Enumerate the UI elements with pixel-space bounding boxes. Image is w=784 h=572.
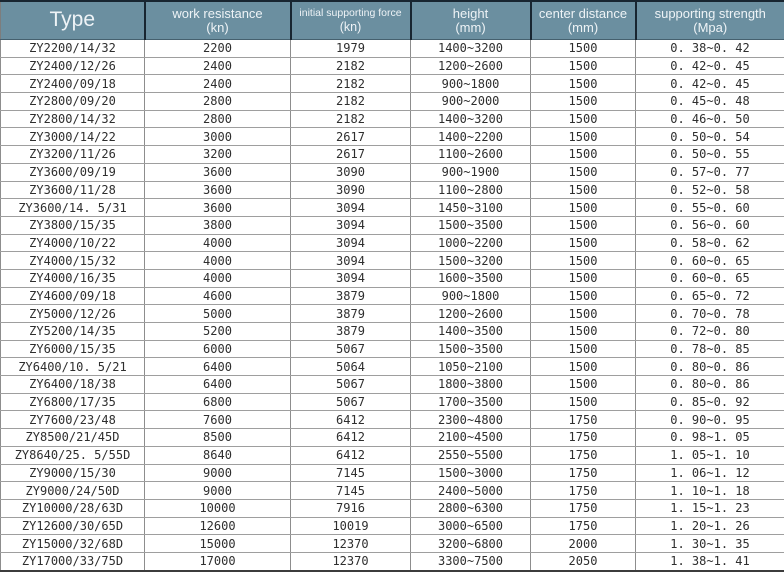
- height-cell: 1400~3500: [411, 323, 531, 341]
- supporting-strength-cell: 0. 42~0. 45: [636, 75, 784, 93]
- header-row: [1, 1, 784, 40]
- column-header-initial-supporting-force: [291, 1, 411, 40]
- type-cell: ZY2400/12/26: [1, 57, 145, 75]
- type-cell: ZY6800/17/35: [1, 393, 145, 411]
- type-cell: ZY9000/15/30: [1, 464, 145, 482]
- height-cell: 2800~6300: [411, 499, 531, 517]
- center-distance-cell: 1500: [531, 358, 636, 376]
- work-resistance-cell: 10000: [145, 499, 291, 517]
- height-cell: 900~1900: [411, 163, 531, 181]
- supporting-strength-cell: 0. 98~1. 05: [636, 429, 784, 447]
- work-resistance-cell: 6000: [145, 340, 291, 358]
- work-resistance-cell: 17000: [145, 552, 291, 571]
- type-cell: ZY4000/15/32: [1, 252, 145, 270]
- height-cell: 1500~3200: [411, 252, 531, 270]
- type-cell: ZY4600/09/18: [1, 287, 145, 305]
- table-row: [1, 411, 784, 429]
- table-row: [1, 199, 784, 217]
- supporting-strength-cell: 0. 46~0. 50: [636, 110, 784, 128]
- supporting-strength-cell: 0. 57~0. 77: [636, 163, 784, 181]
- type-cell: ZY10000/28/63D: [1, 499, 145, 517]
- table-row: [1, 146, 784, 164]
- work-resistance-cell: 2400: [145, 57, 291, 75]
- initial-supporting-force-cell: 3094: [291, 269, 411, 287]
- table-row: [1, 216, 784, 234]
- center-distance-cell: 1500: [531, 199, 636, 217]
- height-cell: 1050~2100: [411, 358, 531, 376]
- supporting-strength-cell: 0. 80~0. 86: [636, 376, 784, 394]
- supporting-strength-cell: 0. 85~0. 92: [636, 393, 784, 411]
- column-header-supporting-strength: [636, 1, 784, 40]
- height-cell: 1400~2200: [411, 128, 531, 146]
- table-row: [1, 181, 784, 199]
- initial-supporting-force-cell: 3094: [291, 252, 411, 270]
- center-distance-cell: 1750: [531, 517, 636, 535]
- height-cell: 1500~3500: [411, 216, 531, 234]
- center-distance-cell: 1500: [531, 181, 636, 199]
- column-header-work-resistance: [145, 1, 291, 40]
- work-resistance-cell: 3600: [145, 163, 291, 181]
- center-distance-cell: 1500: [531, 75, 636, 93]
- table-body: [1, 40, 784, 572]
- height-cell: 1600~3500: [411, 269, 531, 287]
- center-distance-cell: 1500: [531, 146, 636, 164]
- height-cell: 1400~3200: [411, 40, 531, 58]
- work-resistance-cell: 9000: [145, 464, 291, 482]
- type-cell: ZY9000/24/50D: [1, 482, 145, 500]
- height-cell: 3300~7500: [411, 552, 531, 571]
- supporting-strength-cell: 0. 80~0. 86: [636, 358, 784, 376]
- center-distance-cell: 1500: [531, 234, 636, 252]
- initial-supporting-force-cell: 2617: [291, 146, 411, 164]
- column-label: work resistance: [172, 5, 263, 21]
- table-row: [1, 323, 784, 341]
- height-cell: 1200~2600: [411, 305, 531, 323]
- supporting-strength-cell: 0. 70~0. 78: [636, 305, 784, 323]
- type-cell: ZY15000/32/68D: [1, 535, 145, 553]
- initial-supporting-force-cell: 3879: [291, 305, 411, 323]
- initial-supporting-force-cell: 7916: [291, 499, 411, 517]
- table-row: [1, 482, 784, 500]
- type-cell: ZY5200/14/35: [1, 323, 145, 341]
- table-row: [1, 252, 784, 270]
- table-row: [1, 287, 784, 305]
- center-distance-cell: 1750: [531, 464, 636, 482]
- work-resistance-cell: 7600: [145, 411, 291, 429]
- column-label: center distance: [538, 5, 628, 21]
- work-resistance-cell: 6400: [145, 358, 291, 376]
- type-cell: ZY8500/21/45D: [1, 429, 145, 447]
- work-resistance-cell: 6800: [145, 393, 291, 411]
- center-distance-cell: 1500: [531, 269, 636, 287]
- type-cell: ZY3800/15/35: [1, 216, 145, 234]
- supporting-strength-cell: 1. 38~1. 41: [636, 552, 784, 571]
- initial-supporting-force-cell: 5067: [291, 376, 411, 394]
- table-row: [1, 552, 784, 571]
- work-resistance-cell: 3800: [145, 216, 291, 234]
- work-resistance-cell: 12600: [145, 517, 291, 535]
- initial-supporting-force-cell: 7145: [291, 464, 411, 482]
- initial-supporting-force-cell: 3094: [291, 199, 411, 217]
- type-cell: ZY5000/12/26: [1, 305, 145, 323]
- type-cell: ZY8640/25. 5/55D: [1, 446, 145, 464]
- type-cell: ZY3600/14. 5/31: [1, 199, 145, 217]
- work-resistance-cell: 9000: [145, 482, 291, 500]
- table-row: [1, 499, 784, 517]
- center-distance-cell: 1750: [531, 499, 636, 517]
- supporting-strength-cell: 1. 06~1. 12: [636, 464, 784, 482]
- work-resistance-cell: 15000: [145, 535, 291, 553]
- initial-supporting-force-cell: 2182: [291, 57, 411, 75]
- type-cell: ZY3000/14/22: [1, 128, 145, 146]
- initial-supporting-force-cell: 3090: [291, 163, 411, 181]
- supporting-strength-cell: 0. 50~0. 55: [636, 146, 784, 164]
- work-resistance-cell: 6400: [145, 376, 291, 394]
- height-cell: 1100~2800: [411, 181, 531, 199]
- type-cell: ZY4000/10/22: [1, 234, 145, 252]
- column-header-type: [1, 1, 145, 40]
- initial-supporting-force-cell: 6412: [291, 411, 411, 429]
- center-distance-cell: 1500: [531, 93, 636, 111]
- center-distance-cell: 1500: [531, 323, 636, 341]
- initial-supporting-force-cell: 5064: [291, 358, 411, 376]
- supporting-strength-cell: 0. 58~0. 62: [636, 234, 784, 252]
- height-cell: 1200~2600: [411, 57, 531, 75]
- supporting-strength-cell: 0. 50~0. 54: [636, 128, 784, 146]
- height-cell: 3200~6800: [411, 535, 531, 553]
- type-cell: ZY17000/33/75D: [1, 552, 145, 571]
- center-distance-cell: 1750: [531, 411, 636, 429]
- column-unit: (Mpa): [693, 19, 728, 35]
- height-cell: 900~2000: [411, 93, 531, 111]
- work-resistance-cell: 3000: [145, 128, 291, 146]
- column-label: supporting strength: [654, 5, 766, 21]
- supporting-strength-cell: 0. 78~0. 85: [636, 340, 784, 358]
- center-distance-cell: 1500: [531, 40, 636, 58]
- column-header-center-distance: [531, 1, 636, 40]
- height-cell: 900~1800: [411, 287, 531, 305]
- table-row: [1, 269, 784, 287]
- type-cell: ZY3600/11/28: [1, 181, 145, 199]
- table-row: [1, 305, 784, 323]
- table-row: [1, 358, 784, 376]
- work-resistance-cell: 2800: [145, 110, 291, 128]
- initial-supporting-force-cell: 6412: [291, 446, 411, 464]
- type-cell: ZY6400/18/38: [1, 376, 145, 394]
- height-cell: 2100~4500: [411, 429, 531, 447]
- type-cell: ZY6000/15/35: [1, 340, 145, 358]
- type-cell: ZY6400/10. 5/21: [1, 358, 145, 376]
- table-row: [1, 464, 784, 482]
- supporting-strength-cell: 1. 10~1. 18: [636, 482, 784, 500]
- height-cell: 900~1800: [411, 75, 531, 93]
- supporting-strength-cell: 0. 56~0. 60: [636, 216, 784, 234]
- table-row: [1, 535, 784, 553]
- supporting-strength-cell: 0. 65~0. 72: [636, 287, 784, 305]
- work-resistance-cell: 3600: [145, 181, 291, 199]
- column-unit: (mm): [455, 19, 486, 35]
- table-row: [1, 128, 784, 146]
- column-label: Type: [49, 8, 96, 31]
- supporting-strength-cell: 0. 52~0. 58: [636, 181, 784, 199]
- initial-supporting-force-cell: 3879: [291, 323, 411, 341]
- height-cell: 1700~3500: [411, 393, 531, 411]
- height-cell: 1400~3200: [411, 110, 531, 128]
- type-cell: ZY12600/30/65D: [1, 517, 145, 535]
- work-resistance-cell: 2200: [145, 40, 291, 58]
- center-distance-cell: 1500: [531, 128, 636, 146]
- height-cell: 2400~5000: [411, 482, 531, 500]
- initial-supporting-force-cell: 2617: [291, 128, 411, 146]
- table-row: [1, 57, 784, 75]
- type-cell: ZY2200/14/32: [1, 40, 145, 58]
- center-distance-cell: 1500: [531, 163, 636, 181]
- type-cell: ZY2800/14/32: [1, 110, 145, 128]
- height-cell: 2550~5500: [411, 446, 531, 464]
- work-resistance-cell: 4000: [145, 252, 291, 270]
- center-distance-cell: 1500: [531, 340, 636, 358]
- column-label: height: [452, 5, 489, 21]
- work-resistance-cell: 8500: [145, 429, 291, 447]
- column-header-height: [411, 1, 531, 40]
- center-distance-cell: 2000: [531, 535, 636, 553]
- column-unit: (kn): [206, 19, 229, 35]
- type-cell: ZY2800/09/20: [1, 93, 145, 111]
- initial-supporting-force-cell: 7145: [291, 482, 411, 500]
- initial-supporting-force-cell: 2182: [291, 75, 411, 93]
- center-distance-cell: 1750: [531, 482, 636, 500]
- column-unit: (kn): [339, 19, 362, 34]
- height-cell: 1450~3100: [411, 199, 531, 217]
- center-distance-cell: 1750: [531, 429, 636, 447]
- column-unit: (mm): [567, 19, 599, 35]
- work-resistance-cell: 3600: [145, 199, 291, 217]
- center-distance-cell: 1500: [531, 393, 636, 411]
- center-distance-cell: 1500: [531, 287, 636, 305]
- initial-supporting-force-cell: 3094: [291, 234, 411, 252]
- table-row: [1, 393, 784, 411]
- center-distance-cell: 1500: [531, 252, 636, 270]
- height-cell: 1500~3500: [411, 340, 531, 358]
- supporting-strength-cell: 0. 45~0. 48: [636, 93, 784, 111]
- initial-supporting-force-cell: 3094: [291, 216, 411, 234]
- table-row: [1, 93, 784, 111]
- initial-supporting-force-cell: 12370: [291, 552, 411, 571]
- work-resistance-cell: 4000: [145, 234, 291, 252]
- type-cell: ZY3600/09/19: [1, 163, 145, 181]
- table-row: [1, 446, 784, 464]
- height-cell: 1000~2200: [411, 234, 531, 252]
- type-cell: ZY4000/16/35: [1, 269, 145, 287]
- center-distance-cell: 1500: [531, 110, 636, 128]
- supporting-strength-cell: 1. 15~1. 23: [636, 499, 784, 517]
- supporting-strength-cell: 1. 20~1. 26: [636, 517, 784, 535]
- supporting-strength-cell: 0. 72~0. 80: [636, 323, 784, 341]
- initial-supporting-force-cell: 2182: [291, 93, 411, 111]
- type-cell: ZY2400/09/18: [1, 75, 145, 93]
- height-cell: 3000~6500: [411, 517, 531, 535]
- center-distance-cell: 2050: [531, 552, 636, 571]
- supporting-strength-cell: 1. 05~1. 10: [636, 446, 784, 464]
- work-resistance-cell: 5200: [145, 323, 291, 341]
- work-resistance-cell: 4600: [145, 287, 291, 305]
- center-distance-cell: 1750: [531, 446, 636, 464]
- work-resistance-cell: 5000: [145, 305, 291, 323]
- work-resistance-cell: 4000: [145, 269, 291, 287]
- table-row: [1, 110, 784, 128]
- work-resistance-cell: 2400: [145, 75, 291, 93]
- work-resistance-cell: 3200: [145, 146, 291, 164]
- type-cell: ZY3200/11/26: [1, 146, 145, 164]
- table-row: [1, 376, 784, 394]
- column-label: initial supporting force: [299, 6, 402, 19]
- table-row: [1, 517, 784, 535]
- initial-supporting-force-cell: 6412: [291, 429, 411, 447]
- supporting-strength-cell: 0. 55~0. 60: [636, 199, 784, 217]
- supporting-strength-cell: 0. 60~0. 65: [636, 252, 784, 270]
- initial-supporting-force-cell: 1979: [291, 40, 411, 58]
- height-cell: 1800~3800: [411, 376, 531, 394]
- initial-supporting-force-cell: 5067: [291, 340, 411, 358]
- table-row: [1, 163, 784, 181]
- initial-supporting-force-cell: 5067: [291, 393, 411, 411]
- table-header: [1, 1, 784, 40]
- table-row: [1, 40, 784, 58]
- supporting-strength-cell: 0. 90~0. 95: [636, 411, 784, 429]
- table-row: [1, 75, 784, 93]
- supporting-strength-cell: 1. 30~1. 35: [636, 535, 784, 553]
- center-distance-cell: 1500: [531, 376, 636, 394]
- initial-supporting-force-cell: 2182: [291, 110, 411, 128]
- height-cell: 2300~4800: [411, 411, 531, 429]
- table-row: [1, 429, 784, 447]
- table-row: [1, 234, 784, 252]
- initial-supporting-force-cell: 10019: [291, 517, 411, 535]
- table-row: [1, 340, 784, 358]
- supporting-strength-cell: 0. 42~0. 45: [636, 57, 784, 75]
- height-cell: 1100~2600: [411, 146, 531, 164]
- center-distance-cell: 1500: [531, 216, 636, 234]
- center-distance-cell: 1500: [531, 57, 636, 75]
- supporting-strength-cell: 0. 38~0. 42: [636, 40, 784, 58]
- height-cell: 1500~3000: [411, 464, 531, 482]
- center-distance-cell: 1500: [531, 305, 636, 323]
- initial-supporting-force-cell: 3090: [291, 181, 411, 199]
- work-resistance-cell: 8640: [145, 446, 291, 464]
- supporting-strength-cell: 0. 60~0. 65: [636, 269, 784, 287]
- work-resistance-cell: 2800: [145, 93, 291, 111]
- initial-supporting-force-cell: 12370: [291, 535, 411, 553]
- type-cell: ZY7600/23/48: [1, 411, 145, 429]
- initial-supporting-force-cell: 3879: [291, 287, 411, 305]
